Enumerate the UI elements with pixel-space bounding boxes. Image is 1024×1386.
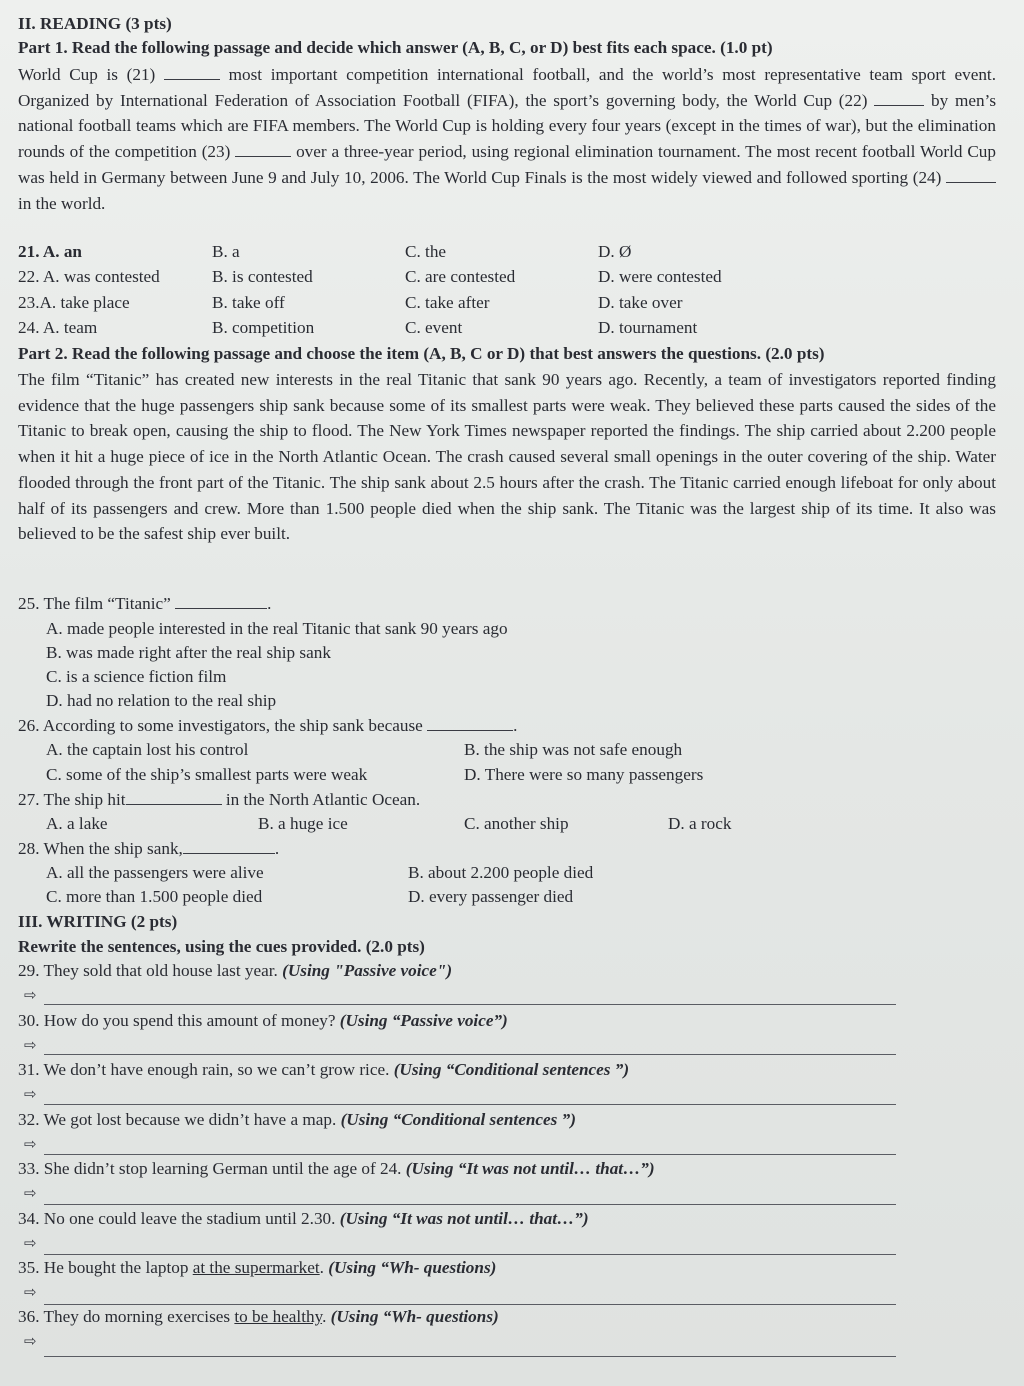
q35-cue: (Using “Wh- questions) (328, 1258, 497, 1277)
part2-passage: The film “Titanic” has created new interests in the real Titanic that sank 90 years ago. Recently, a team of investigators reported finding evidence that the huge passengers ship sank because some of its smallest parts were weak. They believed these parts caused the sides of the Titanic to break open, causing the ship to flood. The New York Times newspaper reported the findings. The ship carried about 2.200 people when it hit a huge piece of ice in the North Atlantic Ocean. The crash caused several small openings in the outer covering of the ship. Water flooded through the front part of the Titanic. The ship sank about 2.5 hours after the crash. The Titanic carried enough lifeboat for only about half of its passengers and crew. More than 1.500 people died when the ship sank. The Titanic was the largest ship of its time. It also was believed to be the safest ship ever built. (18, 370, 996, 544)
q30-cue: (Using “Passive voice”) (339, 1011, 508, 1030)
q31-prompt (18, 1058, 1000, 1082)
q33-prompt (18, 1157, 1000, 1181)
q33-cue: (Using “It was not until… that…”) (405, 1159, 655, 1178)
q27-tail: in the North Atlantic Ocean. (225, 790, 421, 809)
q35-text: 35. He bought the laptop (18, 1258, 189, 1277)
q32-cue: (Using “Conditional sentences ”) (340, 1110, 576, 1129)
q36-answer-line[interactable] (44, 1356, 896, 1357)
arrow-icon: ⇨ (24, 1036, 37, 1054)
q32-prompt (18, 1108, 1000, 1132)
q34-answer-line[interactable] (44, 1254, 896, 1255)
q25-stem (18, 592, 1000, 616)
arrow-icon: ⇨ (24, 1085, 37, 1103)
q22-a[interactable]: 22. A. was contested (18, 267, 160, 286)
q27-c[interactable]: C. another ship (464, 814, 569, 833)
passage-seg-22: most important competition international football, and the world’s most representative team sport event. Organized by International Federation of Association Football (FIFA), the sport’s governing body, the World Cup (22) (18, 65, 996, 110)
q25-a[interactable]: A. made people interested in the real Titanic that sank 90 years ago (46, 619, 508, 638)
q35-period: . (319, 1258, 324, 1277)
q34-cue: (Using “It was not until… that…”) (339, 1209, 589, 1228)
q23-d[interactable]: D. take over (598, 293, 683, 312)
q26-stem-text: 26. According to some investigators, the ship sank because (18, 716, 423, 735)
q35-prompt (18, 1256, 1000, 1280)
q26-period: . (513, 716, 518, 735)
q28-b[interactable]: B. about 2.200 people died (408, 863, 594, 882)
q32-answer-line[interactable] (44, 1154, 896, 1155)
q36-period: . (322, 1307, 327, 1326)
q25-stem-text: 25. The film “Titanic” (18, 594, 171, 613)
blank-23[interactable] (235, 142, 291, 157)
q29-cue: (Using "Passive voice") (282, 961, 453, 980)
q26-a[interactable]: A. the captain lost his control (46, 740, 249, 759)
blank-22[interactable] (874, 91, 924, 106)
q36-text: 36. They do morning exercises (18, 1307, 231, 1326)
q27-d[interactable]: D. a rock (668, 814, 732, 833)
q25-b[interactable]: B. was made right after the real ship sank (46, 643, 331, 662)
passage-seg-21: World Cup is (21) (18, 65, 156, 84)
q34-prompt (18, 1207, 1000, 1231)
q30-prompt (18, 1009, 1000, 1033)
q33-text: 33. She didn’t stop learning German until the age of 24. (18, 1159, 402, 1178)
q24-a[interactable]: 24. A. team (18, 318, 98, 337)
q26-d[interactable]: D. There were so many passengers (464, 765, 704, 784)
q29-answer-line[interactable] (44, 1004, 896, 1005)
q28-stem-text: 28. When the ship sank, (18, 839, 183, 858)
passage-seg-24: over a three-year period, using regional elimination tournament. The most recent football World Cup was held in Germany between June 9 and July 10, 2006. The World Cup Finals is the most widely viewed and followed sporting (24) (18, 142, 996, 187)
q26-c[interactable]: C. some of the ship’s smallest parts were weak (46, 765, 368, 784)
q33-answer-line[interactable] (44, 1204, 896, 1205)
blank-21[interactable] (164, 65, 220, 80)
q29-text: 29. They sold that old house last year. (18, 961, 278, 980)
q25-period: . (267, 594, 272, 613)
writing-instruction: Rewrite the sentences, using the cues provided. (2.0 pts) (18, 937, 425, 956)
q30-answer-line[interactable] (44, 1054, 896, 1055)
arrow-icon: ⇨ (24, 1283, 37, 1301)
q31-cue: (Using “Conditional sentences ”) (393, 1060, 630, 1079)
q27-a[interactable]: A. a lake (46, 814, 108, 833)
q34-text: 34. No one could leave the stadium until 2.30. (18, 1209, 336, 1228)
arrow-icon: ⇨ (24, 986, 37, 1004)
arrow-icon: ⇨ (24, 1332, 37, 1350)
blank-24[interactable] (946, 168, 996, 183)
blank-27[interactable] (126, 790, 222, 805)
q27-stem-text: 27. The ship hit (18, 790, 126, 809)
q26-b[interactable]: B. the ship was not safe enough (464, 740, 683, 759)
arrow-icon: ⇨ (24, 1135, 37, 1153)
q21-c[interactable]: C. the (405, 242, 447, 261)
q28-a[interactable]: A. all the passengers were alive (46, 863, 264, 882)
q21-b[interactable]: B. a (212, 242, 240, 261)
q22-d[interactable]: D. were contested (598, 267, 722, 286)
q36-cue: (Using “Wh- questions) (330, 1307, 499, 1326)
q21-a[interactable]: 21. A. an (18, 242, 82, 261)
q21-d[interactable]: D. Ø (598, 242, 632, 261)
q26-stem (18, 714, 1000, 738)
q27-stem (18, 788, 1000, 812)
arrow-icon: ⇨ (24, 1184, 37, 1202)
writing-heading: III. WRITING (2 pts) (18, 912, 178, 931)
arrow-icon: ⇨ (24, 1234, 37, 1252)
q27-b[interactable]: B. a huge ice (258, 814, 348, 833)
q24-b[interactable]: B. competition (212, 318, 315, 337)
q29-prompt (18, 959, 1000, 983)
q23-b[interactable]: B. take off (212, 293, 285, 312)
q24-d[interactable]: D. tournament (598, 318, 698, 337)
part1-instruction: Part 1. Read the following passage and decide which answer (A, B, C, or D) best fits each space. (1.0 pt) (18, 38, 773, 57)
blank-25[interactable] (175, 594, 267, 609)
q24-c[interactable]: C. event (405, 318, 463, 337)
blank-28[interactable] (183, 839, 275, 854)
q25-d[interactable]: D. had no relation to the real ship (46, 691, 277, 710)
blank-26[interactable] (427, 716, 513, 731)
q32-text: 32. We got lost because we didn’t have a map. (18, 1110, 337, 1129)
part2-instruction: Part 2. Read the following passage and choose the item (A, B, C or D) that best answers the questions. (2.0 pts) (18, 344, 825, 363)
q25-c[interactable]: C. is a science fiction film (46, 667, 227, 686)
q28-d[interactable]: D. every passenger died (408, 887, 574, 906)
passage-seg-end: in the world. (18, 193, 106, 213)
q28-stem (18, 837, 1000, 861)
q28-period: . (274, 839, 280, 858)
q31-text: 31. We don’t have enough rain, so we can’t grow rice. (18, 1060, 390, 1079)
q31-answer-line[interactable] (44, 1104, 896, 1105)
reading-heading: II. READING (3 pts) (18, 14, 172, 33)
part1-passage (18, 62, 996, 216)
q36-prompt (18, 1305, 1000, 1329)
q23-a[interactable]: 23.A. take place (18, 293, 130, 312)
q23-c[interactable]: C. take after (405, 293, 490, 312)
q30-text: 30. How do you spend this amount of money? (18, 1011, 336, 1030)
q22-b[interactable]: B. is contested (212, 267, 313, 286)
q28-c[interactable]: C. more than 1.500 people died (46, 887, 263, 906)
passage-seg-23: by men’s national football teams which are FIFA members. The World Cup is holding every four years (except in the times of war), but the elimination rounds of the competition (23) (18, 90, 997, 162)
q36-underlined: to be healthy (234, 1307, 323, 1326)
q22-c[interactable]: C. are contested (405, 267, 516, 286)
q35-underlined: at the supermarket (192, 1258, 320, 1277)
